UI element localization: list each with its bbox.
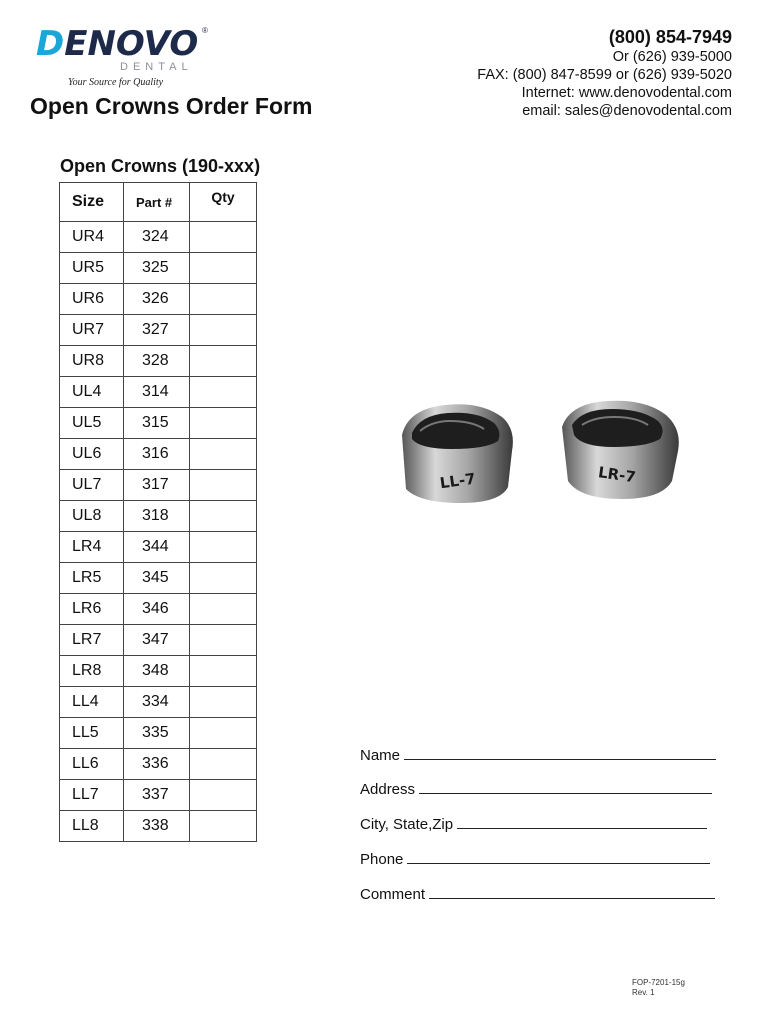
table-row	[60, 284, 257, 315]
table-row	[60, 780, 257, 811]
size-cell: LL6	[60, 749, 124, 780]
qty-cell[interactable]	[190, 501, 257, 532]
order-table	[59, 182, 257, 842]
table-row	[60, 377, 257, 408]
size-cell: UR5	[60, 253, 124, 284]
qty-cell[interactable]	[190, 470, 257, 501]
qty-cell[interactable]	[190, 563, 257, 594]
qty-cell[interactable]	[190, 811, 257, 842]
crown-left-label: LL-7	[438, 469, 477, 493]
size-cell: UL7	[60, 470, 124, 501]
qty-cell[interactable]	[190, 656, 257, 687]
qty-cell[interactable]	[190, 594, 257, 625]
part-number-cell: 326	[124, 284, 190, 315]
website: Internet: www.denovodental.com	[521, 85, 732, 101]
size-cell: UL6	[60, 439, 124, 470]
qty-cell[interactable]	[190, 284, 257, 315]
size-cell: UL8	[60, 501, 124, 532]
table-row	[60, 408, 257, 439]
size-cell: UR6	[60, 284, 124, 315]
size-cell: UL5	[60, 408, 124, 439]
table-row	[60, 222, 257, 253]
phone-field[interactable]	[360, 850, 710, 868]
qty-cell[interactable]	[190, 625, 257, 656]
qty-cell[interactable]	[190, 780, 257, 811]
comment-line[interactable]	[429, 885, 715, 899]
part-number-cell: 318	[124, 501, 190, 532]
part-number-cell: 324	[124, 222, 190, 253]
name-line[interactable]	[404, 746, 716, 760]
header-qty: Qty	[190, 183, 257, 222]
qty-cell[interactable]	[190, 408, 257, 439]
qty-cell[interactable]	[190, 718, 257, 749]
part-number-cell: 314	[124, 377, 190, 408]
part-number-cell: 317	[124, 470, 190, 501]
form-revision: Rev. 1	[632, 988, 655, 997]
size-cell: LR4	[60, 532, 124, 563]
crown-right	[562, 401, 679, 499]
qty-cell[interactable]	[190, 346, 257, 377]
logo-wordmark	[36, 24, 198, 64]
table-row	[60, 501, 257, 532]
fax-numbers: FAX: (800) 847-8599 or (626) 939-5020	[477, 67, 732, 83]
alt-phone: Or (626) 939-5000	[612, 49, 732, 65]
part-number-cell: 346	[124, 594, 190, 625]
qty-cell[interactable]	[190, 315, 257, 346]
table-title: Open Crowns (190-xxx)	[60, 156, 261, 176]
city-state-zip-field[interactable]	[360, 815, 707, 833]
size-cell: UL4	[60, 377, 124, 408]
part-number-cell: 348	[124, 656, 190, 687]
qty-cell[interactable]	[190, 377, 257, 408]
part-number-cell: 345	[124, 563, 190, 594]
name-label: Name	[360, 747, 401, 764]
page-title: Open Crowns Order Form	[30, 93, 313, 119]
size-cell: LR6	[60, 594, 124, 625]
city-state-zip-line[interactable]	[457, 815, 707, 829]
header-part: Part #	[124, 183, 190, 222]
comment-label: Comment	[360, 886, 426, 903]
size-cell: LL5	[60, 718, 124, 749]
table-row	[60, 594, 257, 625]
logo-letter-d: D	[36, 24, 65, 64]
part-number-cell: 325	[124, 253, 190, 284]
table-row	[60, 656, 257, 687]
size-cell: LL4	[60, 687, 124, 718]
form-code	[632, 978, 685, 998]
part-number-cell: 316	[124, 439, 190, 470]
logo-tagline: Your Source for Quality	[68, 77, 164, 88]
header-size: Size	[60, 183, 124, 222]
table-row	[60, 563, 257, 594]
logo-dental-text: DENTAL	[120, 61, 193, 73]
size-cell: UR4	[60, 222, 124, 253]
address-line[interactable]	[419, 780, 712, 794]
part-number-cell: 335	[124, 718, 190, 749]
phone-label: Phone	[360, 851, 404, 868]
phone-line[interactable]	[407, 850, 710, 864]
denovo-logo	[36, 24, 216, 94]
crowns-photo	[390, 395, 700, 515]
logo-letters: ENOVO	[64, 24, 199, 64]
table-row	[60, 718, 257, 749]
main-phone: (800) 854-7949	[608, 27, 732, 47]
table-row	[60, 625, 257, 656]
address-label: Address	[360, 781, 416, 798]
part-number-cell: 344	[124, 532, 190, 563]
part-number-cell: 315	[124, 408, 190, 439]
size-cell: LR5	[60, 563, 124, 594]
email: email: sales@denovodental.com	[522, 103, 732, 119]
size-cell: LL7	[60, 780, 124, 811]
qty-cell[interactable]	[190, 253, 257, 284]
part-number-cell: 336	[124, 749, 190, 780]
size-cell: LR8	[60, 656, 124, 687]
part-number-cell: 334	[124, 687, 190, 718]
table-row	[60, 749, 257, 780]
table-header-row	[60, 183, 257, 222]
size-cell: UR7	[60, 315, 124, 346]
table-row	[60, 811, 257, 842]
table-row	[60, 253, 257, 284]
table-row	[60, 532, 257, 563]
part-number-cell: 328	[124, 346, 190, 377]
crown-right-label: LR-7	[597, 463, 637, 487]
size-cell: LR7	[60, 625, 124, 656]
comment-field[interactable]	[360, 885, 715, 903]
table-row	[60, 346, 257, 377]
address-field[interactable]	[360, 780, 712, 798]
qty-cell[interactable]	[190, 749, 257, 780]
size-cell: LL8	[60, 811, 124, 842]
name-field[interactable]	[360, 746, 716, 764]
part-number-cell: 347	[124, 625, 190, 656]
contact-block	[477, 26, 732, 120]
crown-left	[402, 404, 513, 503]
registered-mark: ®	[202, 26, 208, 35]
table-row	[60, 439, 257, 470]
part-number-cell: 327	[124, 315, 190, 346]
qty-cell[interactable]	[190, 439, 257, 470]
table-row	[60, 315, 257, 346]
form-code-number: FOP-7201-15g	[632, 978, 685, 987]
qty-cell[interactable]	[190, 222, 257, 253]
part-number-cell: 337	[124, 780, 190, 811]
part-number-cell: 338	[124, 811, 190, 842]
table-row	[60, 470, 257, 501]
qty-cell[interactable]	[190, 532, 257, 563]
city-state-zip-label: City, State,Zip	[360, 816, 454, 833]
table-row	[60, 687, 257, 718]
qty-cell[interactable]	[190, 687, 257, 718]
size-cell: UR8	[60, 346, 124, 377]
